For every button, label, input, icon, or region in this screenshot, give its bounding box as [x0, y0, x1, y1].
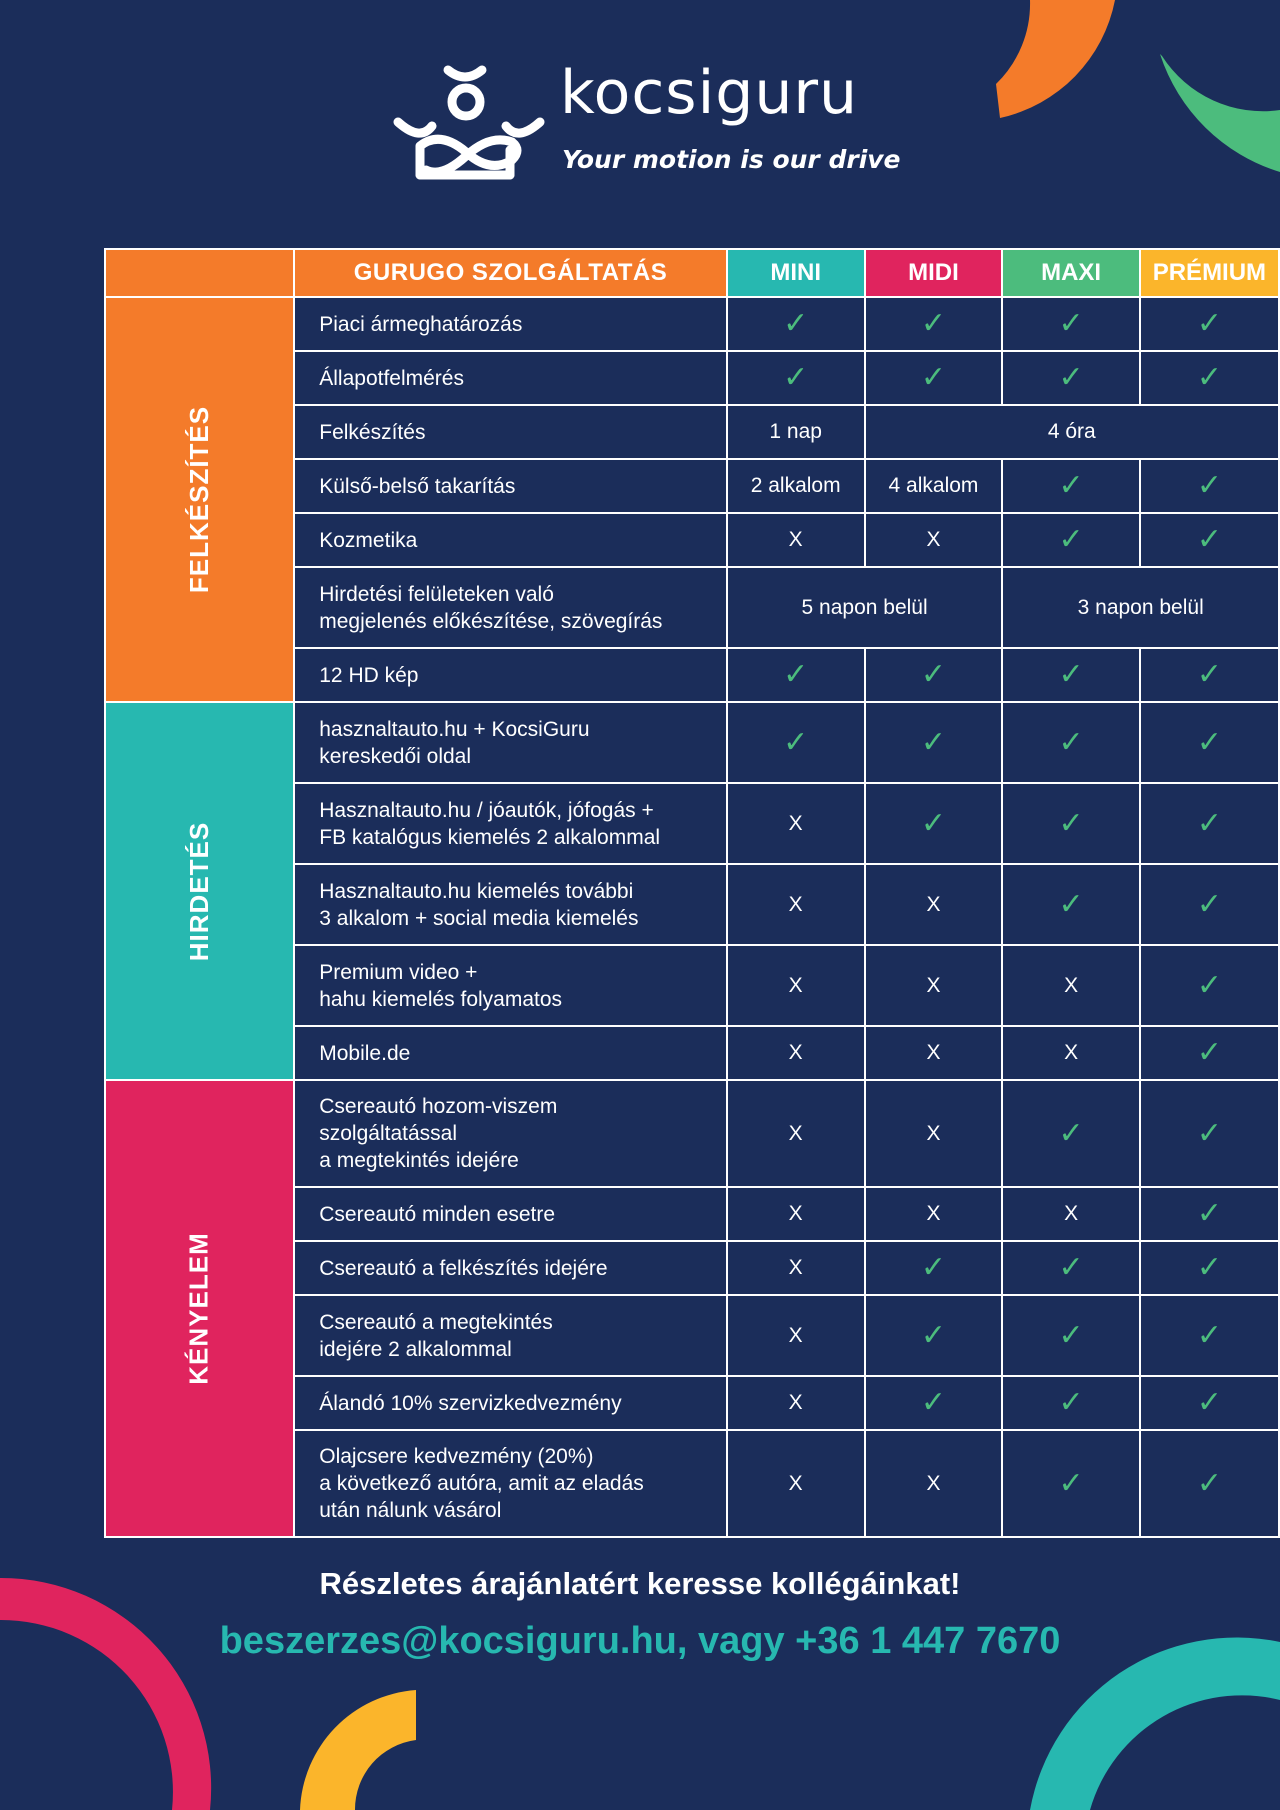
cross-mark: X: [1064, 973, 1079, 997]
cross-mark: X: [926, 1121, 941, 1145]
header-service: GURUGO SZOLGÁLTATÁS: [294, 249, 727, 297]
check-icon: ✓: [1196, 307, 1222, 340]
check-icon: ✓: [1196, 658, 1222, 691]
cross-mark: X: [788, 892, 803, 916]
service-name: Külső-belső takarítás: [294, 459, 727, 513]
red-arc-bottom: [0, 1578, 211, 1810]
service-name: Hirdetési felületeken való megjelenés előkészítése, szövegírás: [294, 567, 727, 648]
check-icon: ✓: [920, 806, 947, 840]
check-icon: ✓: [920, 1386, 947, 1419]
cross-mark: X: [788, 1323, 803, 1347]
header-midi: MIDI: [865, 249, 1003, 297]
check-icon: ✓: [1058, 1318, 1084, 1352]
check-icon: ✓: [1058, 658, 1084, 691]
cross-mark: X: [926, 1471, 941, 1495]
value-text: 1 nap: [727, 405, 865, 459]
check-icon: ✓: [1058, 1116, 1084, 1150]
check-icon: ✓: [1058, 806, 1084, 840]
check-icon: ✓: [1196, 1197, 1222, 1230]
service-name: Piaci ármeghatározás: [294, 297, 727, 351]
check-icon: ✓: [1196, 361, 1222, 394]
table-row: [105, 1080, 1279, 1187]
cross-mark: X: [926, 1041, 941, 1064]
category-label: FELKÉSZÍTÉS: [184, 405, 215, 594]
service-name: Felkészítés: [294, 405, 727, 459]
cross-mark: X: [788, 1471, 803, 1495]
check-icon: ✓: [1196, 806, 1222, 840]
check-icon: ✓: [920, 1251, 947, 1284]
value-text: 4 óra: [865, 405, 1279, 459]
check-icon: ✓: [920, 725, 947, 759]
header-premium: PRÉMIUM: [1140, 249, 1279, 297]
header-mini: MINI: [727, 249, 865, 297]
check-icon: ✓: [1058, 1466, 1084, 1500]
cross-mark: X: [926, 1202, 941, 1225]
check-icon: ✓: [1196, 1386, 1222, 1419]
value-text: 3 napon belül: [1002, 567, 1279, 648]
cross-mark: X: [926, 973, 941, 997]
check-icon: ✓: [1058, 361, 1084, 394]
check-icon: ✓: [1058, 1251, 1084, 1284]
check-icon: ✓: [783, 307, 809, 340]
cross-mark: X: [1064, 1202, 1079, 1225]
category-label: KÉNYELEM: [184, 1232, 215, 1385]
cross-mark: X: [926, 892, 941, 916]
check-icon: ✓: [1196, 469, 1222, 502]
cross-mark: X: [926, 528, 941, 551]
header-blank: [105, 249, 294, 297]
check-icon: ✓: [1058, 307, 1084, 340]
check-icon: ✓: [1196, 1036, 1222, 1069]
check-icon: ✓: [1196, 887, 1222, 921]
check-icon: ✓: [1196, 523, 1222, 556]
category-label: HIRDETÉS: [184, 821, 215, 961]
cross-mark: X: [788, 1256, 803, 1279]
yellow-arc-bottom: [300, 1690, 416, 1810]
value-text: 2 alkalom: [727, 459, 865, 513]
check-icon: ✓: [1058, 1386, 1084, 1419]
service-name: Csereautó a megtekintés idejére 2 alkalommal: [294, 1295, 727, 1376]
service-name: Csereautó a felkészítés idejére: [294, 1241, 727, 1295]
service-name: Hasznaltauto.hu / jóautók, jófogás + FB katalógus kiemelés 2 alkalommal: [294, 783, 727, 864]
service-name: hasznaltauto.hu + KocsiGuru kereskedői oldal: [294, 702, 727, 783]
guru-mascot-icon: [390, 60, 550, 185]
check-icon: ✓: [1058, 725, 1084, 759]
teal-arc-bottom: [1030, 1637, 1280, 1810]
check-icon: ✓: [1058, 469, 1084, 502]
check-icon: ✓: [783, 658, 809, 691]
check-icon: ✓: [1196, 1466, 1222, 1500]
service-name: Csereautó minden esetre: [294, 1187, 727, 1241]
cross-mark: X: [788, 1202, 803, 1225]
check-icon: ✓: [920, 361, 947, 394]
check-icon: ✓: [920, 1318, 947, 1352]
table-header-row: [105, 249, 1279, 297]
service-name: Olajcsere kedvezmény (20%) a következő autóra, amit az eladás után nálunk vásárol: [294, 1430, 727, 1537]
check-icon: ✓: [783, 361, 809, 394]
category-ads: [105, 702, 294, 1080]
check-icon: ✓: [1196, 1251, 1222, 1284]
service-name: Állapotfelmérés: [294, 351, 727, 405]
green-arc-top: [1160, 54, 1280, 172]
cross-mark: X: [788, 973, 803, 997]
check-icon: ✓: [920, 307, 947, 340]
check-icon: ✓: [1196, 725, 1222, 759]
service-name: 12 HD kép: [294, 648, 727, 702]
check-icon: ✓: [920, 658, 947, 691]
orange-arc-top: [996, 0, 1115, 118]
category-comfort: [105, 1080, 294, 1537]
service-name: Hasznaltauto.hu kiemelés további 3 alkalom + social media kiemelés: [294, 864, 727, 945]
value-text: 5 napon belül: [727, 567, 1003, 648]
brand-name: kocsiguru: [560, 58, 859, 128]
logo: [390, 55, 910, 185]
footer-title: Részletes árajánlatért keresse kollégáinkat!: [319, 1566, 961, 1601]
service-name: Álandó 10% szervizkedvezmény: [294, 1376, 727, 1430]
table-row: [105, 297, 1279, 351]
category-prep: [105, 297, 294, 702]
service-name: Mobile.de: [294, 1026, 727, 1080]
check-icon: ✓: [1196, 968, 1222, 1002]
brand-tagline: Your motion is our drive: [562, 145, 901, 174]
cross-mark: X: [1064, 1041, 1079, 1064]
service-comparison-table: [104, 248, 1280, 1538]
cross-mark: X: [788, 528, 803, 551]
check-icon: ✓: [1196, 1116, 1222, 1150]
service-name: Premium video + hahu kiemelés folyamatos: [294, 945, 727, 1026]
value-text: 4 alkalom: [865, 459, 1003, 513]
table-row: [105, 702, 1279, 783]
check-icon: ✓: [1058, 523, 1084, 556]
service-name: Csereautó hozom-viszem szolgáltatással a megtekintés idejére: [294, 1080, 727, 1187]
check-icon: ✓: [1058, 887, 1084, 921]
cross-mark: X: [788, 1121, 803, 1145]
cross-mark: X: [788, 1391, 803, 1414]
contact-info[interactable]: beszerzes@kocsiguru.hu, vagy +36 1 447 7670: [219, 1620, 1061, 1662]
service-name: Kozmetika: [294, 513, 727, 567]
check-icon: ✓: [783, 725, 809, 759]
cross-mark: X: [788, 1041, 803, 1064]
cross-mark: X: [788, 811, 803, 835]
check-icon: ✓: [1196, 1318, 1222, 1352]
header-maxi: MAXI: [1002, 249, 1139, 297]
